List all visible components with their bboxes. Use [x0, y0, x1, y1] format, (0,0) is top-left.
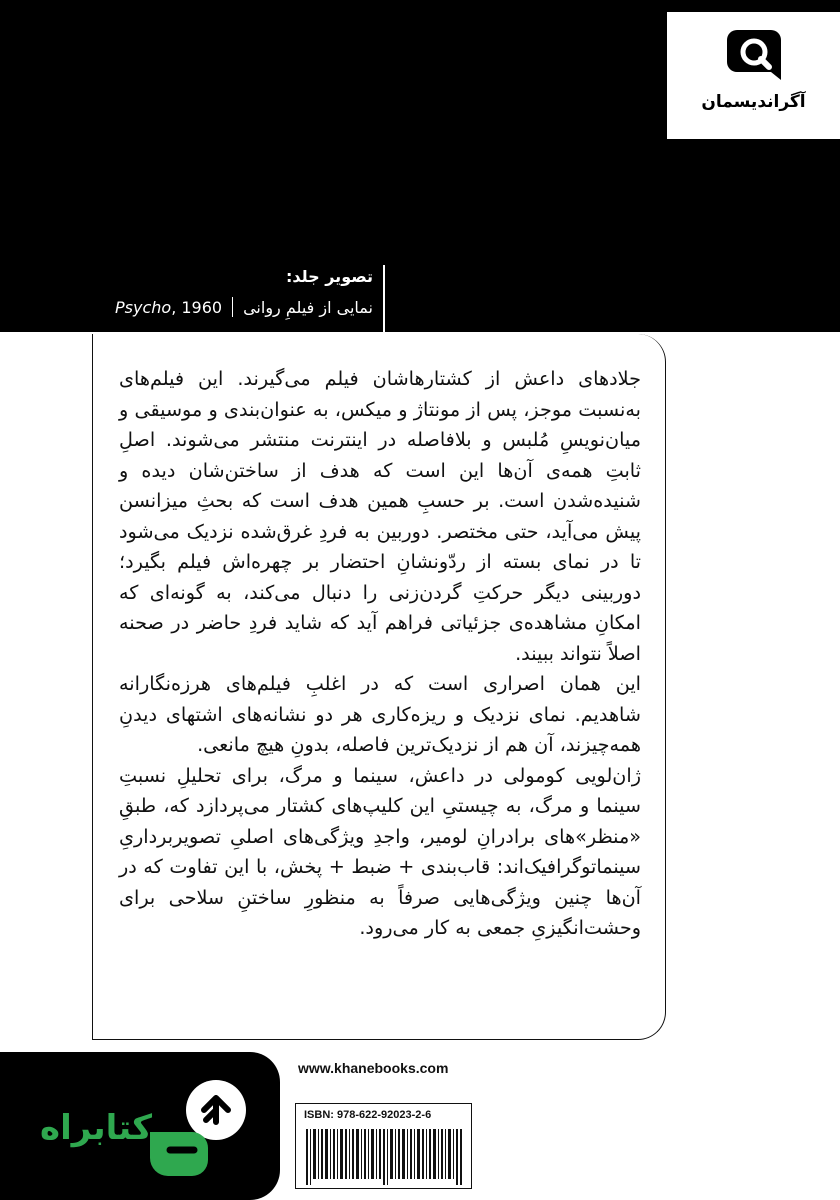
caption-description: نمایی از فیلمِ روانی — [243, 297, 373, 317]
cover-caption — [83, 265, 385, 332]
website-url: www.khanebooks.com — [298, 1060, 449, 1076]
caption-title: تصویر جلد: — [285, 267, 373, 286]
caption-divider — [232, 297, 233, 317]
distributor-wordmark: کتابراه — [40, 1108, 153, 1148]
blurb-paragraph-1: جلادهای داعش از کشتارهاشان فیلم می‌گیرند. این فیلم‌های به‌نسبت موجز، پس از مونتاژ و میکس، به عنوان‌بندی و موسیقی و میان‌نویسِ مُلبس و بلافاصله در اینترنت منتشر می‌شوند. اصلِ ثابتِ همه‌ی آن‌ها این است که هدف از ساختن‌شان دیده و شنیده‌شدن است. بر حسبِ همین هدف است که بحثِ میزانسن پیش می‌آید، حتی مختصر. دوربین به فردِ غرق‌شده نزدیک می‌شود تا در نمای بسته از ردّونشانِ احتضار بر چهره‌اش فیلم بگیرد؛ دوربینی دیگر حرکتِ گردن‌زنی را دنبال می‌کند، به گونه‌ای که امکانِ مشاهده‌ی جزئیاتی فراهم آید که شاید فردِ حاضر در صحنه اصلاً نتواند ببیند. — [119, 367, 641, 665]
barcode — [304, 1129, 464, 1185]
search-lens-icon — [725, 28, 783, 86]
caption-film-year: , 1960 — [171, 297, 223, 317]
publisher-logo-box — [667, 12, 840, 139]
blurb-paragraph-3: ژان‌لویی کومولی در داعش، سینما و مرگ، برای تحلیلِ نسبتِ سینما و مرگ، به چیستیِ این کلیپ‌های کشتار می‌پردازد که، طبقِ «منظر»های برادرانِ لومیر، واجدِ ویژگی‌های اصلیِ تصویربرداریِ سینماتوگرافیک‌اند: قاب‌بندی + ضبط + پخش، با این تفاوت که در آن‌ها چنین ویژگی‌هایی صرفاً به منظورِ ساختنِ سلاحی برای وحشت‌انگیزیِ جمعی به کار می‌رود. — [119, 763, 641, 939]
isbn-number: ISBN: 978-622-92023-2-6 — [304, 1109, 432, 1121]
caption-film-title: Psycho — [115, 297, 172, 317]
blurb-paragraph-2: این همان اصراری است که در اغلبِ فیلم‌های هرزه‌نگارانه شاهدیم. نمای نزدیک و ریزه‌کاری هر دو نشانه‌های اشتهای دیدنِ همه‌چیزند، آن هم از نزدیک‌ترین فاصله، بدونِ هیچ مانعی. — [119, 672, 641, 756]
katabrah-logo-icon — [140, 1070, 260, 1180]
caption-line — [115, 297, 373, 317]
publisher-name: آگراندیسمان — [701, 92, 806, 112]
blurb-box — [92, 334, 666, 1040]
blurb-text — [119, 364, 641, 944]
caption-film-info — [115, 298, 222, 317]
isbn-barcode-box — [295, 1103, 472, 1189]
